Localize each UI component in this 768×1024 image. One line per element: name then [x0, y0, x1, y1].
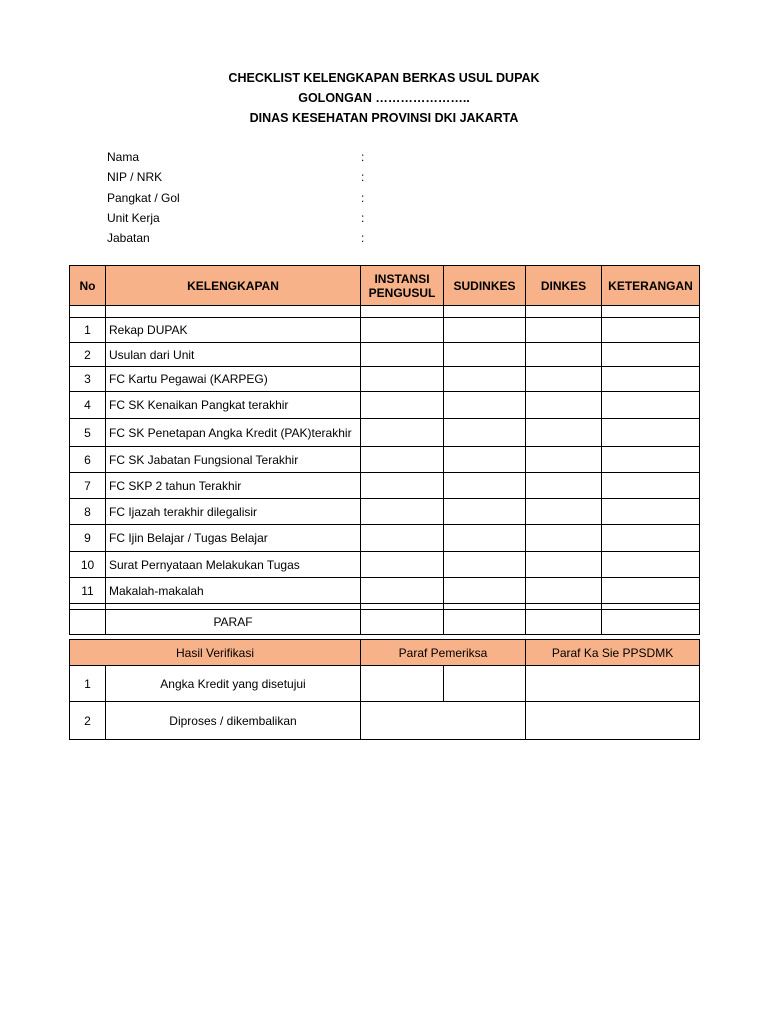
verification-cell[interactable] [361, 666, 444, 702]
title-line-3: DINAS KESEHATAN PROVINSI DKI JAKARTA [249, 111, 519, 125]
row-number: 9 [70, 525, 106, 552]
keterangan-cell[interactable] [602, 578, 700, 604]
row-item: FC SK Kenaikan Pangkat terakhir [106, 392, 361, 419]
row-item: FC Ijazah terakhir dilegalisir [106, 499, 361, 525]
spacer-row [70, 306, 700, 318]
dinkes-cell[interactable] [526, 499, 602, 525]
document-title [0, 68, 768, 128]
table-row [70, 367, 700, 392]
row-item: FC Ijin Belajar / Tugas Belajar [106, 525, 361, 552]
row-item: Surat Pernyataan Melakukan Tugas [106, 552, 361, 578]
checklist-header-row [70, 266, 700, 306]
identity-colon: : [361, 231, 365, 246]
verification-header-row [70, 640, 700, 666]
row-item: FC SK Jabatan Fungsional Terakhir [106, 447, 361, 473]
paraf-row [70, 610, 700, 635]
paraf-dinkes-cell[interactable] [526, 610, 602, 635]
keterangan-cell[interactable] [602, 447, 700, 473]
sudinkes-cell[interactable] [444, 392, 526, 419]
row-item: Usulan dari Unit [106, 343, 361, 367]
instansi-cell[interactable] [361, 447, 444, 473]
instansi-cell[interactable] [361, 473, 444, 499]
empty-cell [444, 306, 526, 318]
dinkes-cell[interactable] [526, 447, 602, 473]
dinkes-cell[interactable] [526, 392, 602, 419]
keterangan-cell[interactable] [602, 419, 700, 447]
dinkes-cell[interactable] [526, 525, 602, 552]
row-item: FC Kartu Pegawai (KARPEG) [106, 367, 361, 392]
keterangan-cell[interactable] [602, 473, 700, 499]
header-dinkes: DINKES [526, 266, 602, 306]
keterangan-cell[interactable] [602, 525, 700, 552]
identity-label: Pangkat / Gol [107, 190, 180, 205]
instansi-cell[interactable] [361, 525, 444, 552]
keterangan-cell[interactable] [602, 367, 700, 392]
header-sudinkes: SUDINKES [444, 266, 526, 306]
header-keterangan: KETERANGAN [602, 266, 700, 306]
empty-cell [602, 306, 700, 318]
header-no: No [70, 266, 106, 306]
paraf-sudinkes-cell[interactable] [444, 610, 526, 635]
identity-colon: : [361, 150, 365, 164]
sudinkes-cell[interactable] [444, 447, 526, 473]
empty-cell [526, 306, 602, 318]
identity-label: Unit Kerja [107, 210, 160, 225]
sudinkes-cell[interactable] [444, 578, 526, 604]
header-instansi-line2: PENGUSUL [368, 285, 436, 300]
instansi-cell[interactable] [361, 419, 444, 447]
verification-cell[interactable] [361, 702, 526, 740]
row-item: Makalah-makalah [106, 578, 361, 604]
dinkes-cell[interactable] [526, 473, 602, 499]
row-number: 4 [70, 392, 106, 419]
keterangan-cell[interactable] [602, 552, 700, 578]
verification-row [70, 666, 700, 702]
table-row [70, 578, 700, 604]
paraf-keterangan-cell[interactable] [602, 610, 700, 635]
instansi-cell[interactable] [361, 343, 444, 367]
identity-colon: : [361, 210, 365, 225]
table-row [70, 419, 700, 447]
sudinkes-cell[interactable] [444, 419, 526, 447]
header-instansi-line1: INSTANSI [374, 271, 430, 286]
row-number: 3 [70, 367, 106, 392]
title-line-2: GOLONGAN ………………….. [298, 91, 470, 105]
row-number: 1 [70, 318, 106, 343]
dinkes-cell[interactable] [526, 578, 602, 604]
instansi-cell[interactable] [361, 392, 444, 419]
sudinkes-cell[interactable] [444, 499, 526, 525]
instansi-cell[interactable] [361, 578, 444, 604]
empty-cell [361, 306, 444, 318]
row-number: 1 [70, 666, 106, 702]
kasie-cell[interactable] [526, 666, 700, 702]
row-item: FC SKP 2 tahun Terakhir [106, 473, 361, 499]
table-row [70, 318, 700, 343]
identity-label: Jabatan [107, 231, 150, 246]
row-number: 8 [70, 499, 106, 525]
table-row [70, 552, 700, 578]
checklist-table [69, 265, 700, 635]
keterangan-cell[interactable] [602, 343, 700, 367]
dinkes-cell[interactable] [526, 419, 602, 447]
title-line-1: CHECKLIST KELENGKAPAN BERKAS USUL DUPAK [228, 71, 540, 85]
sudinkes-cell[interactable] [444, 473, 526, 499]
verification-table [69, 639, 700, 740]
table-row [70, 499, 700, 525]
row-number: 10 [70, 552, 106, 578]
header-hasil-verifikasi: Hasil Verifikasi [70, 640, 361, 666]
kasie-cell[interactable] [526, 702, 700, 740]
identity-colon: : [361, 190, 365, 205]
identity-label: NIP / NRK [107, 170, 163, 185]
verification-cell[interactable] [444, 666, 526, 702]
empty-cell [70, 610, 106, 635]
verification-item: Diproses / dikembalikan [106, 702, 361, 740]
instansi-cell[interactable] [361, 552, 444, 578]
sudinkes-cell[interactable] [444, 552, 526, 578]
dinkes-cell[interactable] [526, 552, 602, 578]
verification-row [70, 702, 700, 740]
table-row [70, 473, 700, 499]
row-item: FC SK Penetapan Angka Kredit (PAK)terakhir [106, 419, 361, 447]
paraf-instansi-cell[interactable] [361, 610, 444, 635]
row-number: 11 [70, 578, 106, 604]
keterangan-cell[interactable] [602, 392, 700, 419]
identity-colon: : [361, 170, 365, 185]
table-row [70, 525, 700, 552]
sudinkes-cell[interactable] [444, 525, 526, 552]
instansi-cell[interactable] [361, 318, 444, 343]
row-item: Rekap DUPAK [106, 318, 361, 343]
header-paraf-pemeriksa: Paraf Pemeriksa [361, 640, 526, 666]
keterangan-cell[interactable] [602, 499, 700, 525]
empty-cell [70, 306, 106, 318]
paraf-label: PARAF [106, 610, 361, 635]
keterangan-cell[interactable] [602, 318, 700, 343]
header-kelengkapan: KELENGKAPAN [106, 266, 361, 306]
sudinkes-cell[interactable] [444, 318, 526, 343]
verification-item: Angka Kredit yang disetujui [106, 666, 361, 702]
table-row [70, 392, 700, 419]
row-number: 6 [70, 447, 106, 473]
dinkes-cell[interactable] [526, 367, 602, 392]
dinkes-cell[interactable] [526, 343, 602, 367]
identity-label: Nama [107, 150, 140, 164]
header-instansi-pengusul [361, 266, 444, 306]
row-number: 2 [70, 702, 106, 740]
instansi-cell[interactable] [361, 367, 444, 392]
sudinkes-cell[interactable] [444, 367, 526, 392]
header-paraf-kasie: Paraf Ka Sie PPSDMK [526, 640, 700, 666]
dinkes-cell[interactable] [526, 318, 602, 343]
sudinkes-cell[interactable] [444, 343, 526, 367]
empty-cell [106, 306, 361, 318]
row-number: 7 [70, 473, 106, 499]
row-number: 2 [70, 343, 106, 367]
table-row [70, 447, 700, 473]
row-number: 5 [70, 419, 106, 447]
table-row [70, 343, 700, 367]
instansi-cell[interactable] [361, 499, 444, 525]
